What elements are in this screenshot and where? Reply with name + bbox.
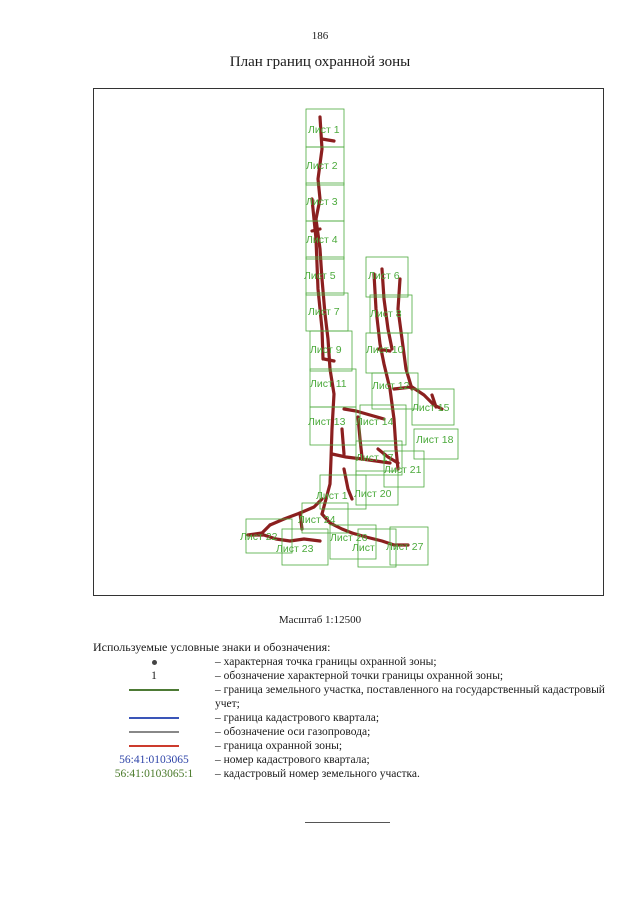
sheet-label: Лист 23 xyxy=(276,543,314,555)
pipeline-branch-top xyxy=(322,139,334,141)
sheet-label: Лист 13 xyxy=(308,416,346,428)
legend-row-quarter-number: 56:41:0103065 – номер кадастрового квартала; xyxy=(119,754,370,766)
legend-row-cadastral-quarter: – граница кадастрового квартала; xyxy=(93,711,613,725)
blue-line-icon xyxy=(129,717,179,719)
page-title: План границ охранной зоны xyxy=(229,54,411,70)
sheet-label: Лист 7 xyxy=(308,306,340,318)
sheet-label: Лист 1 xyxy=(316,490,348,502)
sheet-label: Лист xyxy=(352,542,375,554)
footer-line xyxy=(305,822,390,823)
sheet-label: Лист 26 xyxy=(330,532,368,544)
sheet-label: Лист 27 xyxy=(386,541,424,553)
sheet-label: Лист 22 xyxy=(240,531,278,543)
sheet-label: Лист 14 xyxy=(356,416,394,428)
sheet-label: Лист 5 xyxy=(304,270,336,282)
page-number: 186 xyxy=(311,30,329,42)
sheet-label: Лист 6 xyxy=(368,270,400,282)
sheet-label: Лист 18 xyxy=(416,434,454,446)
red-line-icon xyxy=(129,745,179,747)
sheet-label: Лист 4 xyxy=(306,234,338,246)
sheet-label: Лист 8 xyxy=(370,308,402,320)
legend-row-pipeline-axis: – обозначение оси газопровода; xyxy=(93,725,613,739)
point-dot-icon xyxy=(152,660,157,665)
sheet-label: Лист 20 xyxy=(354,488,392,500)
sheet-label: Лист 21 xyxy=(384,464,422,476)
sheet-label: Лист 2 xyxy=(306,160,338,172)
legend-row-protection-zone: – граница охранной зоны; xyxy=(93,739,613,753)
protection-zone-map xyxy=(94,89,604,596)
sheet-label: Лист 17 xyxy=(356,452,394,464)
sheet-label: Лист 15 xyxy=(412,402,450,414)
pipeline-mid4 xyxy=(342,429,344,454)
legend-row-land-parcel: – граница земельного участка, поставленного на государственный кадастровый учет; xyxy=(93,683,613,711)
sheet-label: Лист 3 xyxy=(306,196,338,208)
sheet-label: Лист 1 xyxy=(308,124,340,136)
sheet-label: Лист 24 xyxy=(298,514,336,526)
legend-row-parcel-number: 56:41:0103065:1 – кадастровый номер земельного участка. xyxy=(114,768,420,780)
legend xyxy=(93,655,613,781)
point-number-symbol: 1 xyxy=(151,670,157,682)
sheet-label: Лист 11 xyxy=(310,378,347,390)
sheet-label: Лист 10 xyxy=(366,344,404,356)
pipeline-east-c xyxy=(398,279,412,389)
sheet-label: Лист 9 xyxy=(310,344,342,356)
sheet-label: Лист 12 xyxy=(372,380,410,392)
parcel-number-sample: 56:41:0103065:1 xyxy=(114,768,194,780)
gray-line-icon xyxy=(129,731,179,733)
legend-title: Используемые условные знаки и обозначения: xyxy=(93,640,331,654)
map-scale: Масштаб 1:12500 xyxy=(278,614,362,626)
green-line-icon xyxy=(129,689,179,691)
pipeline-branch-cross2 xyxy=(324,359,334,361)
quarter-number-sample: 56:41:0103065 xyxy=(119,754,189,766)
map-frame xyxy=(93,88,604,596)
pipeline-branch-cross1 xyxy=(312,229,320,231)
legend-row-point-number: 1 – обозначение характерной точки границы охранной зоны; xyxy=(151,670,504,682)
legend-row-point: – характерная точка границы охранной зоны; xyxy=(93,655,613,669)
